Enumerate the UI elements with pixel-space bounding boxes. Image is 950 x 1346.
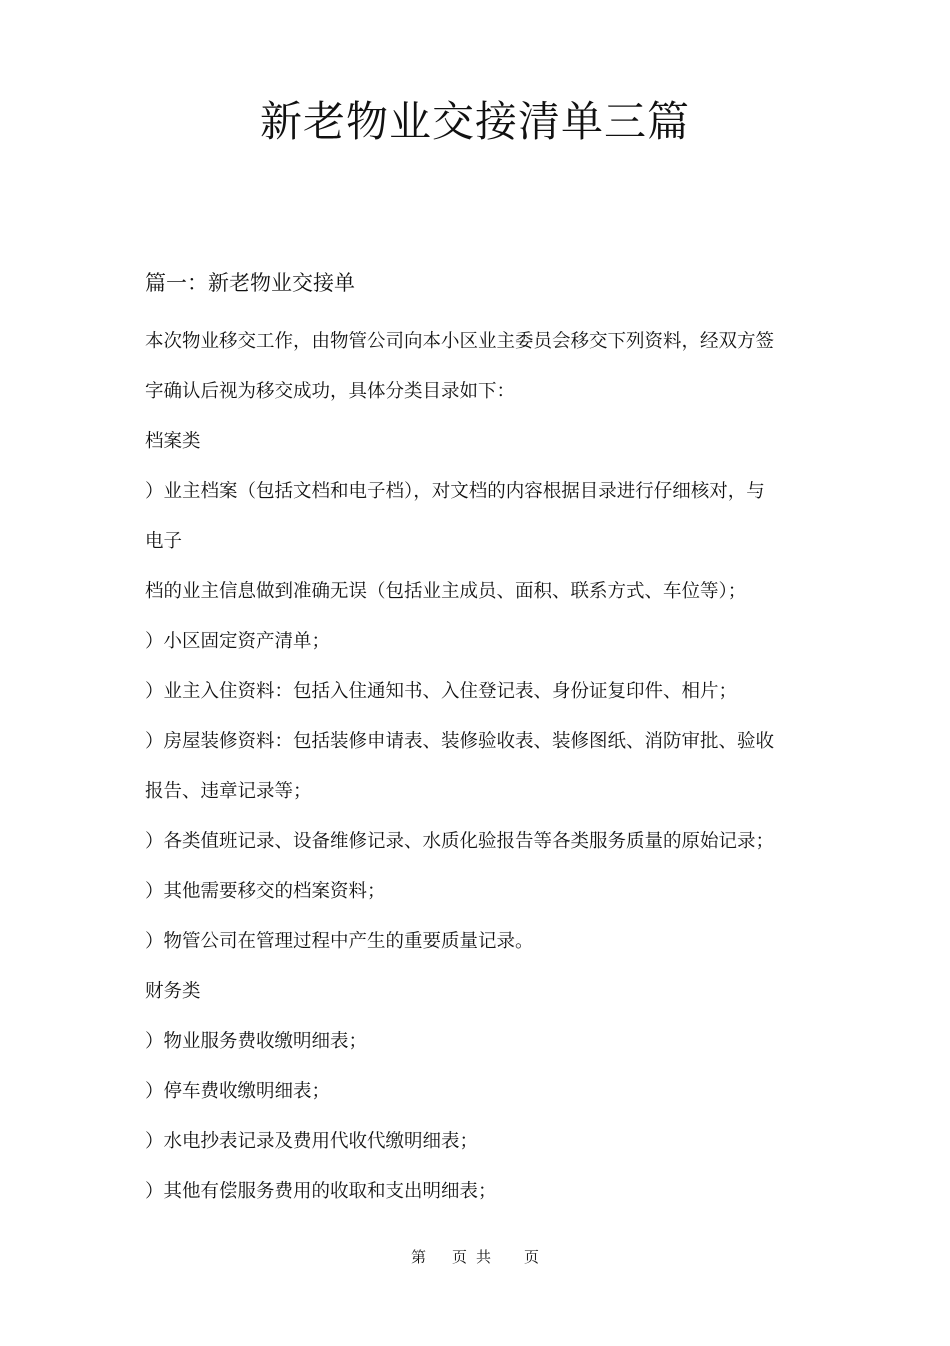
paragraph-line: 档的业主信息做到准确无误（包括业主成员、面积、联系方式、车位等）； xyxy=(145,581,747,602)
total-label: 共 xyxy=(476,1248,492,1266)
list-item: ）各类值班记录、设备维修记录、水质化验报告等各类服务质量的原始记录； xyxy=(145,831,775,852)
list-item: ）其他需要移交的档案资料； xyxy=(145,881,386,902)
list-item: ）其他有偿服务费用的收取和支出明细表； xyxy=(145,1181,497,1202)
list-item: ）水电抄表记录及费用代收代缴明细表； xyxy=(145,1131,479,1152)
list-item: ）房屋装修资料：包括装修申请表、装修验收表、装修图纸、消防审批、验收 xyxy=(145,731,775,752)
list-item: ）小区固定资产清单； xyxy=(145,631,331,652)
list-item: ）业主入住资料：包括入住通知书、入住登记表、身份证复印件、相片； xyxy=(145,681,738,702)
paragraph-line: 字确认后视为移交成功，具体分类目录如下： xyxy=(145,381,516,402)
total-unit: 页 xyxy=(524,1248,540,1266)
paragraph-line: 本次物业移交工作，由物管公司向本小区业主委员会移交下列资料，经双方签 xyxy=(145,331,775,352)
category-heading: 档案类 xyxy=(145,431,201,452)
list-item: ）停车费收缴明细表； xyxy=(145,1081,331,1102)
page-footer xyxy=(0,1246,950,1272)
page-unit: 页 xyxy=(452,1248,468,1266)
paragraph-line: 电子 xyxy=(145,531,183,552)
section-heading: 篇一：新老物业交接单 xyxy=(145,271,355,295)
list-item: ）物业服务费收缴明细表； xyxy=(145,1031,368,1052)
paragraph-line: 报告、违章记录等； xyxy=(145,781,312,802)
document-title: 新老物业交接清单三篇 xyxy=(259,97,690,146)
list-item: ）业主档案（包括文档和电子档），对文档的内容根据目录进行仔细核对，与 xyxy=(145,481,765,502)
list-item: ）物管公司在管理过程中产生的重要质量记录。 xyxy=(145,931,534,952)
category-heading: 财务类 xyxy=(145,981,201,1002)
page-label: 第 xyxy=(411,1248,427,1266)
